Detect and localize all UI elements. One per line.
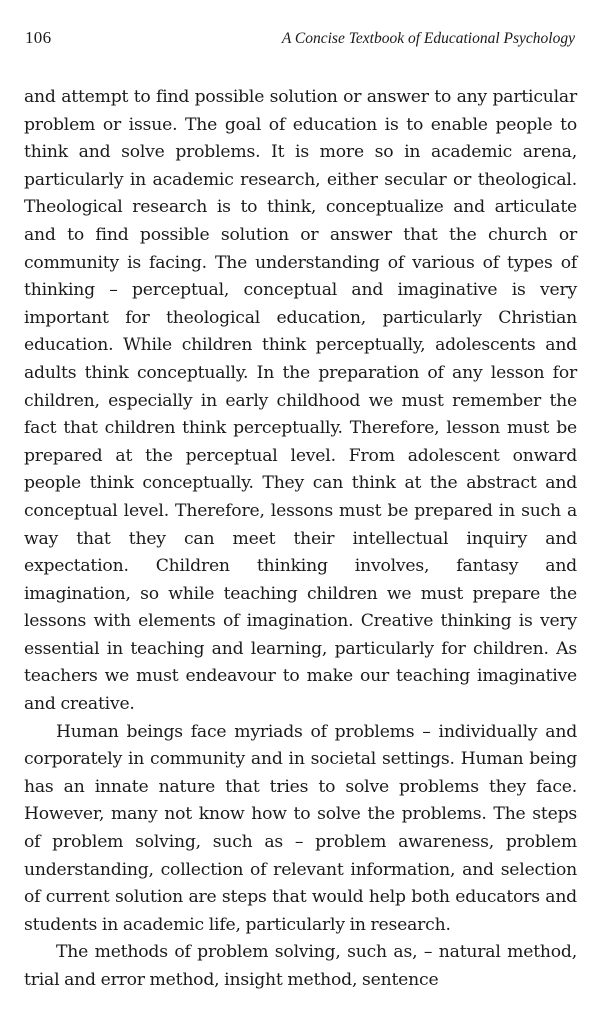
page-number: 106 <box>25 28 52 47</box>
running-head <box>25 28 575 52</box>
paragraph-continuation: and attempt to find possible solution or answer to any particular problem or issue. The goal of education is to enable people to think and solve problems. It is more so in academic arena, particularly in academic research, either secular or theological. Theological research is to think, conceptualize and articulate and to find possible solution or answer that the church or community is facing. The understanding of various of types of thinking – perceptual, conceptual and imaginative is very important for theological education, particularly Christian education. While children think perceptually, adolescents and adults think conceptually. In the preparation of any lesson for children, especially in early childhood we must remember the fact that children think perceptually. Therefore, lesson must be prepared at the perceptual level. From adolescent onward people think conceptually. They can think at the abstract and conceptual level. Therefore, lessons must be prepared in such a way that they can meet their intellectual inquiry and expectation. Children thinking involves, fantasy and imagination, so while teaching children we must prepare the lessons with elements of imagination. Creative thinking is very essential in teaching and learning, particularly for children. As teachers we must endeavour to make our teaching imaginative and creative. <box>24 87 577 715</box>
book-title: A Concise Textbook of Educational Psychology <box>281 30 575 47</box>
paragraph-methods: The methods of problem solving, such as, – natural method, trial and error method, insight method, sentence <box>24 942 577 990</box>
paragraph-problem-solving: Human beings face myriads of problems – individually and corporately in community and in societal settings. Human being has an innate nature that tries to solve problems they face. However, many not know how to solve the problems. The steps of problem solving, such as – problem awareness, problem understanding, collection of relevant information, and selection of current solution are steps that would help both educators and students in academic life, particularly in research. <box>24 721 577 935</box>
body-text <box>24 84 577 995</box>
